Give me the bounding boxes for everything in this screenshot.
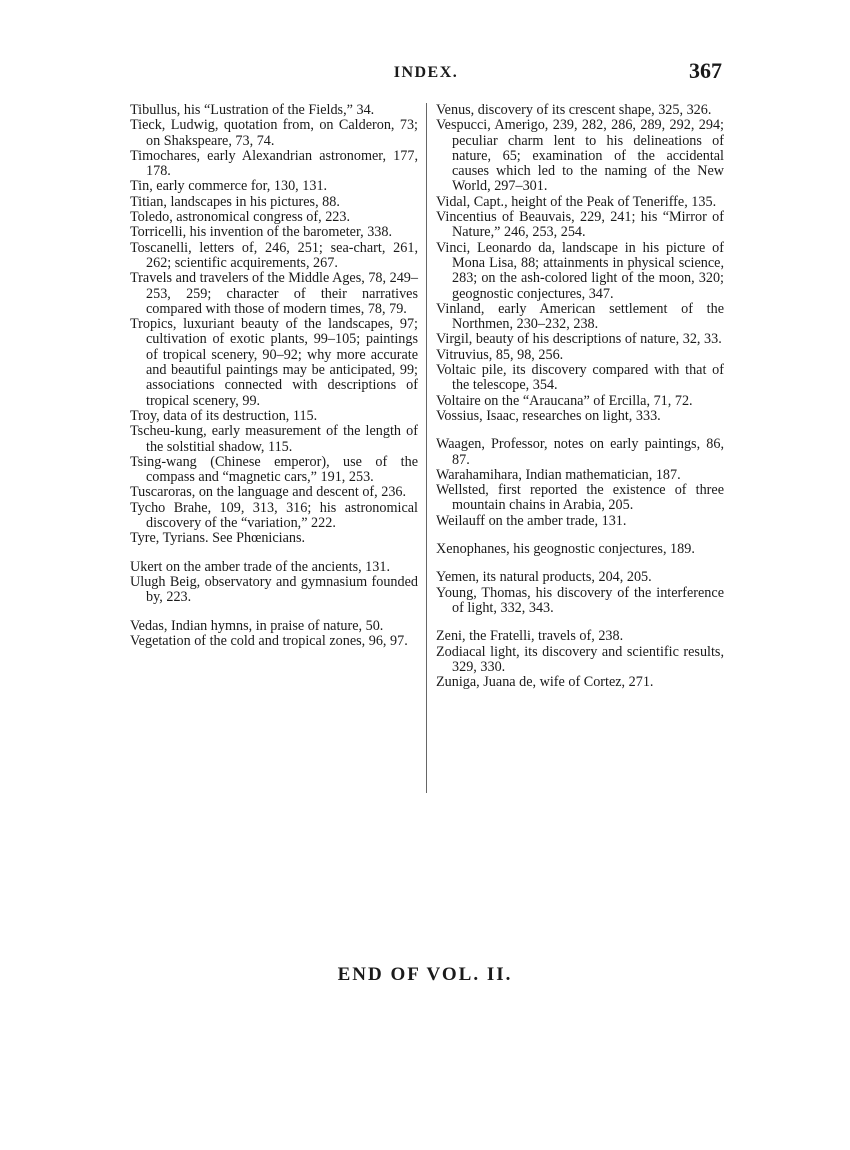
index-entry: Yemen, its natural products, 204, 205. <box>436 569 652 586</box>
column-divider <box>426 103 427 793</box>
index-letter-group <box>436 103 724 424</box>
index-entry: Travels and travelers of the Middle Ages, 78, 249–253, 259; character of their narratives compared with those of modern times, 78, 79. <box>130 270 418 317</box>
index-entry: Ulugh Beig, observatory and gymnasium founded by, 223. <box>130 573 418 606</box>
index-entry: Vespucci, Amerigo, 239, 282, 286, 289, 292, 294; peculiar charm lent to his delineations of nature, 65; examination of the accidental causes which led to the naming of the New World, 297–301. <box>436 117 724 195</box>
index-entry: Vegetation of the cold and tropical zones, 96, 97. <box>130 632 408 649</box>
index-entry: Toledo, astronomical congress of, 223. <box>130 209 351 226</box>
index-entry: Virgil, beauty of his descriptions of nature, 32, 33. <box>436 331 722 348</box>
index-column-left <box>130 103 418 662</box>
index-entry: Vinland, early American settlement of the Northmen, 230–232, 238. <box>436 300 724 333</box>
index-entry: Tscheu-kung, early measurement of the length of the solstitial shadow, 115. <box>130 423 418 455</box>
index-letter-group <box>436 629 724 690</box>
index-entry: Vossius, Isaac, researches on light, 333. <box>436 407 661 424</box>
index-letter-group <box>130 103 418 547</box>
index-entry: Young, Thomas, his discovery of the interference of light, 332, 343. <box>436 584 724 616</box>
index-entry: Zeni, the Fratelli, travels of, 238. <box>436 628 624 645</box>
end-of-volume-note: END OF VOL. II. <box>337 964 513 985</box>
index-letter-group <box>436 570 724 616</box>
index-entry: Troy, data of its destruction, 115. <box>130 407 318 424</box>
index-entry: Titian, landscapes in his pictures, 88. <box>130 193 340 210</box>
index-entry: Xenophanes, his geognostic conjectures, 189. <box>436 541 695 558</box>
index-entry: Tycho Brahe, 109, 313, 316; his astronomical discovery of the “variation,” 222. <box>130 499 418 532</box>
index-entry: Toscanelli, letters of, 246, 251; sea-chart, 261, 262; scientific acquirements, 267. <box>130 239 418 271</box>
index-entry: Zuniga, Juana de, wife of Cortez, 271. <box>436 674 654 691</box>
index-entry: Vinci, Leonardo da, landscape in his picture of Mona Lisa, 88; attainments in physical science, 283; on the ash-colored light of the moon, 320; geognostic conjectures, 347. <box>436 239 724 302</box>
index-letter-group <box>130 619 418 650</box>
index-entry: Wellsted, first reported the existence of three mountain chains in Arabia, 205. <box>436 482 724 514</box>
page-number: 367 <box>689 58 722 83</box>
index-entry: Venus, discovery of its crescent shape, 325, 326. <box>436 102 712 118</box>
index-entry: Tibullus, his “Lustration of the Fields,” 34. <box>130 102 375 118</box>
index-entry: Voltaire on the “Araucana” of Ercilla, 71, 72. <box>436 392 693 409</box>
index-entry: Tieck, Ludwig, quotation from, on Calderon, 73; on Shakspeare, 73, 74. <box>130 117 418 149</box>
index-entry: Vitruvius, 85, 98, 256. <box>436 346 564 363</box>
index-entry: Timochares, early Alexandrian astronomer, 177, 178. <box>130 147 418 180</box>
running-title: INDEX. <box>393 64 459 81</box>
index-entry: Tsing-wang (Chinese emperor), use of the compass and “magnetic cars,” 191, 253. <box>130 453 418 486</box>
index-entry: Weilauff on the amber trade, 131. <box>436 512 627 529</box>
index-entry: Ukert on the amber trade of the ancients, 131. <box>130 558 391 575</box>
index-entry: Warahamihara, Indian mathematician, 187. <box>436 466 681 483</box>
index-entry: Vidal, Capt., height of the Peak of Teneriffe, 135. <box>436 193 717 210</box>
index-entry: Tuscaroras, on the language and descent of, 236. <box>130 484 407 501</box>
index-letter-group <box>436 542 724 557</box>
index-entry: Tropics, luxuriant beauty of the landscapes, 97; cultivation of exotic plants, 99–105; paintings of tropical scenery, 90–92; why more accurate and beautiful paintings may be anticipated, 99; associations connected with descriptions of tropical scenery, 99. <box>130 316 418 409</box>
index-entry: Voltaic pile, its discovery compared with that of the telescope, 354. <box>436 362 724 394</box>
index-entry: Vedas, Indian hymns, in praise of nature, 50. <box>130 617 384 634</box>
index-letter-group <box>130 560 418 606</box>
page-header <box>130 58 722 84</box>
index-letter-group <box>436 437 724 529</box>
index-entry: Torricelli, his invention of the barometer, 338. <box>130 224 393 241</box>
index-entry: Tyre, Tyrians. See Phœnicians. <box>130 530 306 547</box>
index-entry: Zodiacal light, its discovery and scientific results, 329, 330. <box>436 643 724 675</box>
index-column-right <box>436 103 724 703</box>
index-entry: Vincentius of Beauvais, 229, 241; his “Mirror of Nature,” 246, 253, 254. <box>436 209 724 241</box>
index-entry: Waagen, Professor, notes on early paintings, 86, 87. <box>436 436 724 468</box>
index-entry: Tin, early commerce for, 130, 131. <box>130 178 328 195</box>
